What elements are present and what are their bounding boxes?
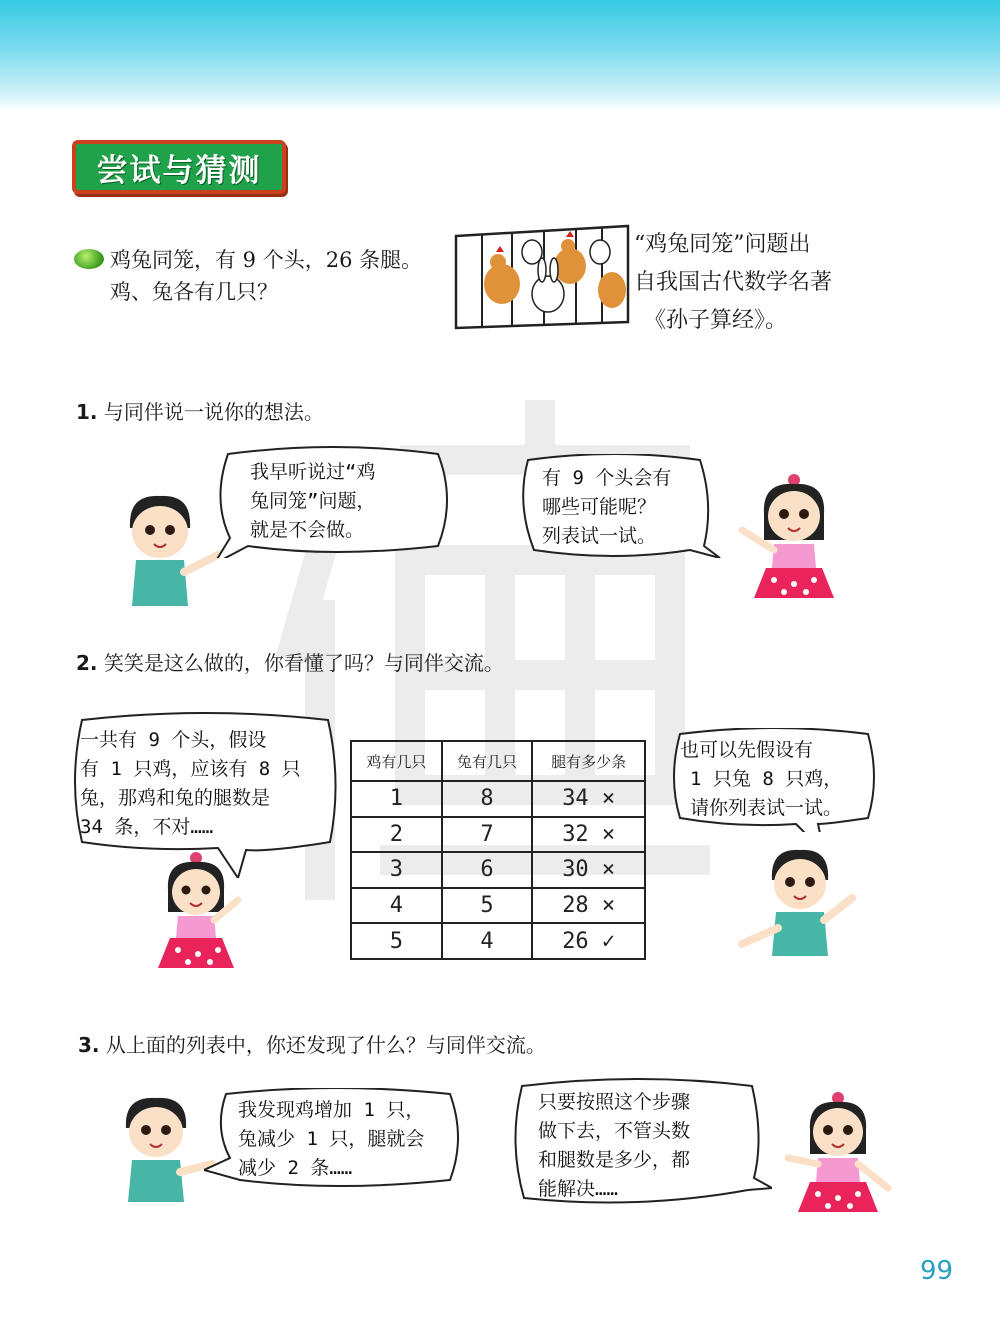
question-1-text: 与同伴说一说你的想法。 [103, 400, 324, 424]
question-1 [76, 398, 324, 426]
table-header-rabbits: 兔有几只 [442, 741, 533, 781]
bubble-line: 兔同笼”问题， [250, 490, 376, 512]
table-cell: 3 [351, 852, 442, 888]
speech-bubble-boy-q1 [208, 446, 458, 558]
question-1-number: 1. [76, 400, 98, 424]
bubble-line: 就是不会做。 [250, 519, 365, 541]
table-cell: 6 [442, 852, 533, 888]
problem-line-2: 鸡、兔各有几只？ [110, 280, 278, 304]
speech-bubble-boy-q3 [204, 1088, 466, 1192]
table-row [351, 923, 645, 959]
bubble-line: 哪些可能呢？ [542, 496, 657, 518]
bubble-line: 兔，那鸡和兔的腿数是 [80, 787, 271, 809]
speech-bubble-boy-q2 [668, 728, 880, 832]
top-color-band [0, 0, 1000, 112]
table-row [351, 781, 645, 817]
note-line-3: 《孙子算经》。 [644, 308, 788, 333]
girl-illustration [782, 1090, 894, 1220]
speech-bubble-girl-q3 [508, 1078, 772, 1210]
table-cell: 28 × [532, 888, 645, 924]
problem-line-1: 鸡兔同笼，有 9 个头，26 条腿。 [110, 248, 423, 272]
bubble-line: 只要按照这个步骤 [538, 1091, 691, 1113]
table-cell: 2 [351, 817, 442, 853]
bubble-line: 也可以先假设有 [680, 739, 814, 761]
bubble-line: 34 条，不对…… [80, 816, 214, 838]
table-cell: 1 [351, 781, 442, 817]
speech-bubble-girl-q1 [514, 454, 724, 558]
table-cell: 30 × [532, 852, 645, 888]
bubble-line: 列表试一试。 [542, 525, 657, 547]
guess-table [350, 740, 646, 960]
bubble-line: 我发现鸡增加 1 只， [238, 1099, 425, 1121]
bubble-line: 我早听说过“鸡 [250, 461, 376, 483]
table-cell: 8 [442, 781, 533, 817]
girl-illustration [148, 850, 252, 976]
table-row [351, 888, 645, 924]
table-header-row [351, 741, 645, 781]
bubble-line: 能解决…… [538, 1178, 618, 1200]
bullet-dot-icon [74, 249, 104, 269]
bubble-line: 有 1 只鸡，应该有 8 只 [80, 758, 301, 780]
table-cell: 26 ✓ [532, 923, 645, 959]
table-cell: 5 [351, 923, 442, 959]
boy-illustration [736, 842, 860, 958]
question-3 [78, 1031, 546, 1059]
chicken-rabbit-cage-illustration [452, 222, 632, 330]
question-2-text: 笑笑是这么做的，你看懂了吗？与同伴交流。 [103, 651, 504, 675]
table-cell: 34 × [532, 781, 645, 817]
bubble-line: 1 只兔 8 只鸡， [690, 768, 843, 790]
question-2 [76, 649, 504, 677]
section-title-badge [72, 140, 286, 194]
note-line-1: “鸡兔同笼”问题出 [634, 232, 811, 257]
table-cell: 32 × [532, 817, 645, 853]
bubble-line: 减少 2 条…… [238, 1157, 353, 1179]
table-row [351, 817, 645, 853]
page-number: 99 [920, 1256, 954, 1286]
boy-illustration [104, 1090, 216, 1204]
table-cell: 7 [442, 817, 533, 853]
bubble-line: 请你列表试一试。 [690, 797, 843, 819]
bubble-line: 兔减少 1 只，腿就会 [238, 1128, 425, 1150]
section-title: 尝试与猜测 [96, 152, 262, 189]
table-cell: 4 [442, 923, 533, 959]
note-line-2: 自我国古代数学名著 [634, 270, 833, 295]
table-header-chickens: 鸡有几只 [351, 741, 442, 781]
question-2-number: 2. [76, 651, 98, 675]
table-cell: 5 [442, 888, 533, 924]
bubble-line: 和腿数是多少，都 [538, 1149, 691, 1171]
bubble-line: 做下去，不管头数 [538, 1120, 691, 1142]
question-3-number: 3. [78, 1033, 100, 1057]
table-header-legs: 腿有多少条 [532, 741, 645, 781]
boy-illustration [108, 488, 224, 608]
table-row [351, 852, 645, 888]
question-3-text: 从上面的列表中，你还发现了什么？与同伴交流。 [105, 1033, 546, 1057]
girl-illustration [738, 470, 850, 610]
table-cell: 4 [351, 888, 442, 924]
problem-statement [110, 244, 450, 308]
history-note [634, 226, 864, 340]
bubble-line: 一共有 9 个头，假设 [80, 729, 267, 751]
bubble-line: 有 9 个头会有 [542, 467, 672, 489]
